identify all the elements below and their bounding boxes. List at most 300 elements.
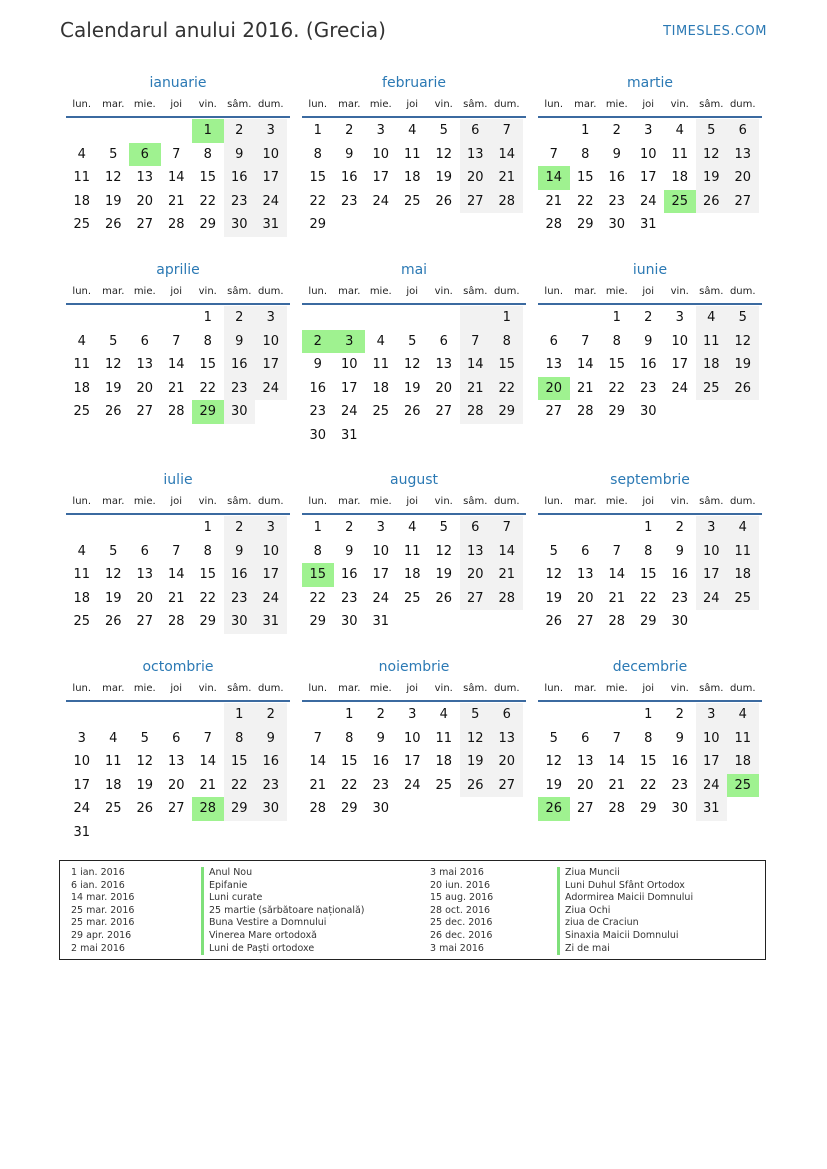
month-name: iulie	[163, 472, 193, 488]
site-link[interactable]: TIMESLES.COM	[663, 24, 767, 39]
empty-cell	[428, 424, 460, 448]
weekday-label: joi	[406, 286, 419, 297]
day-cell: 15	[302, 563, 334, 587]
empty-cell	[334, 306, 366, 330]
day-cell: 19	[727, 353, 759, 377]
day-grid	[66, 702, 290, 845]
weekday-label: sâm.	[227, 286, 252, 297]
weekday-label: lun.	[72, 99, 92, 110]
day-cell: 19	[696, 166, 728, 190]
day-cell: 2	[345, 123, 354, 138]
weekday-label: lun.	[72, 286, 92, 297]
day-cell: 22	[608, 380, 626, 396]
day-cell: 15	[224, 750, 256, 774]
day-cell: 8	[345, 730, 354, 746]
empty-cell	[255, 821, 287, 845]
day-grid	[302, 118, 526, 237]
empty-cell	[334, 213, 366, 237]
day-cell: 19	[435, 567, 453, 583]
day-cell: 16	[309, 380, 327, 396]
day-cell: 11	[372, 357, 390, 373]
empty-cell	[727, 610, 759, 634]
legend-entry: 14 mar. 2016	[71, 892, 135, 904]
day-cell: 25	[104, 801, 122, 817]
month-name: noiembrie	[378, 659, 450, 675]
day-cell: 2	[224, 306, 256, 330]
day-cell: 15	[576, 170, 594, 186]
empty-cell	[161, 821, 193, 845]
day-cell: 9	[255, 727, 287, 751]
day-cell: 2	[675, 520, 684, 535]
day-cell: 2	[302, 330, 334, 354]
weekday-label: dum.	[257, 99, 284, 110]
day-cell: 4	[77, 543, 86, 559]
day-cell: 30	[340, 614, 358, 630]
day-cell: 24	[372, 193, 390, 209]
day-cell: 22	[199, 193, 217, 209]
legend-entry: 2 mai 2016	[71, 942, 125, 954]
day-cell: 28	[167, 404, 185, 420]
page-title: Calendarul anului 2016. (Grecia)	[60, 18, 386, 42]
legend-entry: 29 apr. 2016	[71, 929, 132, 941]
day-cell: 20	[491, 750, 523, 774]
legend-entry: Sinaxia Maicii Domnului	[557, 930, 693, 943]
day-cell: 10	[403, 730, 421, 746]
weekday-label: sâm.	[227, 683, 252, 694]
weekday-label: mar.	[102, 496, 125, 507]
day-cell: 24	[671, 380, 689, 396]
day-grid	[538, 515, 762, 634]
day-cell: 23	[340, 193, 358, 209]
day-cell: 20	[136, 193, 154, 209]
day-cell: 8	[644, 730, 653, 746]
empty-cell	[66, 516, 98, 540]
day-cell: 28	[192, 797, 224, 821]
empty-cell	[727, 797, 759, 821]
day-cell: 20	[460, 166, 492, 190]
day-cell: 31	[255, 213, 287, 237]
day-cell: 25	[435, 777, 453, 793]
day-cell: 26	[104, 217, 122, 233]
day-cell: 10	[671, 333, 689, 349]
weekday-label: vin.	[198, 496, 217, 507]
day-cell: 19	[545, 590, 563, 606]
day-cell: 30	[224, 610, 256, 634]
day-cell: 11	[73, 357, 91, 373]
day-cell: 22	[576, 193, 594, 209]
empty-cell	[397, 213, 429, 237]
day-cell: 28	[491, 587, 523, 611]
empty-cell	[460, 424, 492, 448]
legend-entry: 3 mai 2016	[430, 942, 484, 954]
empty-cell	[727, 213, 759, 237]
day-cell: 17	[639, 170, 657, 186]
day-cell: 8	[644, 543, 653, 559]
legend-names-col1	[201, 867, 365, 955]
day-cell: 29	[491, 400, 523, 424]
day-cell: 23	[372, 777, 390, 793]
day-cell: 1	[345, 707, 354, 722]
day-cell: 14	[491, 540, 523, 564]
legend-entry: 1 ian. 2016	[71, 867, 125, 878]
day-cell: 25	[696, 377, 728, 401]
empty-cell	[98, 821, 130, 845]
weekday-label: mie.	[369, 286, 392, 297]
day-cell: 4	[727, 703, 759, 727]
day-cell: 17	[403, 754, 421, 770]
day-cell: 6	[439, 333, 448, 349]
weekday-label: mar.	[574, 286, 597, 297]
day-cell: 14	[199, 754, 217, 770]
day-cell: 1	[313, 123, 322, 138]
legend-entry: 25 martie (sărbătoare națională)	[201, 905, 365, 918]
weekday-label: sâm.	[463, 683, 488, 694]
weekday-header	[302, 94, 526, 118]
day-cell: 21	[491, 563, 523, 587]
day-cell: 26	[136, 801, 154, 817]
weekday-header	[302, 281, 526, 305]
day-cell: 5	[439, 123, 448, 138]
day-cell: 15	[639, 567, 657, 583]
day-cell: 4	[77, 146, 86, 162]
day-cell: 23	[608, 193, 626, 209]
day-cell: 14	[167, 567, 185, 583]
day-cell: 24	[255, 190, 287, 214]
weekday-label: mar.	[574, 99, 597, 110]
day-cell: 23	[309, 404, 327, 420]
day-cell: 5	[109, 333, 118, 349]
day-grid	[538, 305, 762, 424]
empty-cell	[570, 703, 602, 727]
day-cell: 27	[435, 404, 453, 420]
day-cell: 1	[644, 707, 653, 722]
day-cell: 28	[309, 801, 327, 817]
day-cell: 5	[408, 333, 417, 349]
day-cell: 10	[255, 540, 287, 564]
day-cell: 21	[167, 590, 185, 606]
day-cell: 15	[199, 357, 217, 373]
day-cell: 11	[73, 567, 91, 583]
legend-entry: Zi de mai	[557, 943, 693, 956]
day-cell: 4	[439, 707, 448, 722]
day-cell: 25	[727, 587, 759, 611]
empty-cell	[696, 213, 728, 237]
day-cell: 31	[73, 824, 91, 840]
day-cell: 3	[255, 306, 287, 330]
day-cell: 24	[73, 801, 91, 817]
day-cell: 12	[727, 330, 759, 354]
day-cell: 14	[460, 353, 492, 377]
day-cell: 17	[372, 170, 390, 186]
month-martie	[538, 72, 762, 237]
day-cell: 20	[167, 777, 185, 793]
day-cell: 16	[224, 353, 256, 377]
weekday-label: vin.	[434, 99, 453, 110]
day-cell: 17	[255, 353, 287, 377]
day-cell: 25	[372, 404, 390, 420]
day-cell: 10	[340, 357, 358, 373]
day-cell: 15	[199, 170, 217, 186]
empty-cell	[66, 119, 98, 143]
empty-cell	[428, 797, 460, 821]
empty-cell	[601, 703, 633, 727]
day-cell: 13	[136, 357, 154, 373]
empty-cell	[192, 703, 224, 727]
weekday-label: mar.	[102, 683, 125, 694]
day-cell: 28	[167, 217, 185, 233]
day-cell: 6	[460, 516, 492, 540]
day-cell: 5	[109, 146, 118, 162]
empty-cell	[696, 610, 728, 634]
weekday-label: sâm.	[463, 99, 488, 110]
weekday-label: vin.	[670, 99, 689, 110]
weekday-label: mie.	[369, 496, 392, 507]
day-cell: 4	[408, 123, 417, 138]
day-cell: 8	[203, 543, 212, 559]
day-cell: 13	[576, 567, 594, 583]
empty-cell	[161, 119, 193, 143]
empty-cell	[129, 821, 161, 845]
day-cell: 11	[727, 727, 759, 751]
day-cell: 23	[340, 590, 358, 606]
day-cell: 11	[671, 146, 689, 162]
legend-entry: Buna Vestire a Domnului	[201, 917, 365, 930]
weekday-label: lun.	[308, 683, 328, 694]
day-cell: 9	[376, 730, 385, 746]
empty-cell	[302, 703, 334, 727]
day-cell: 26	[727, 377, 759, 401]
weekday-header	[302, 491, 526, 515]
day-grid	[66, 305, 290, 424]
month-name: iunie	[632, 262, 668, 278]
weekday-label: mie.	[369, 99, 392, 110]
weekday-label: joi	[642, 99, 655, 110]
day-cell: 28	[576, 404, 594, 420]
day-cell: 12	[435, 146, 453, 162]
day-cell: 24	[340, 404, 358, 420]
weekday-label: mie.	[369, 683, 392, 694]
legend-entry: Luni curate	[201, 892, 365, 905]
day-cell: 12	[104, 170, 122, 186]
empty-cell	[397, 424, 429, 448]
day-cell: 16	[372, 754, 390, 770]
empty-cell	[365, 424, 397, 448]
day-cell: 6	[581, 730, 590, 746]
day-grid	[66, 118, 290, 237]
day-cell: 31	[696, 797, 728, 821]
day-cell: 3	[376, 520, 385, 535]
weekday-label: lun.	[308, 286, 328, 297]
day-cell: 12	[545, 754, 563, 770]
empty-cell	[365, 213, 397, 237]
day-cell: 17	[696, 563, 728, 587]
day-cell: 13	[460, 143, 492, 167]
day-cell: 5	[549, 730, 558, 746]
day-cell: 6	[140, 543, 149, 559]
day-cell: 29	[309, 217, 327, 233]
day-cell: 7	[549, 146, 558, 162]
day-cell: 15	[340, 754, 358, 770]
empty-cell	[491, 424, 523, 448]
day-cell: 1	[203, 520, 212, 535]
month-iulie	[66, 469, 290, 634]
weekday-header	[538, 281, 762, 305]
day-cell: 8	[581, 146, 590, 162]
weekday-label: mie.	[605, 286, 628, 297]
weekday-label: dum.	[729, 496, 756, 507]
empty-cell	[460, 797, 492, 821]
day-cell: 17	[255, 563, 287, 587]
day-cell: 25	[727, 774, 759, 798]
month-februarie	[302, 72, 526, 237]
day-cell: 14	[167, 170, 185, 186]
weekday-label: dum.	[493, 286, 520, 297]
weekday-label: dum.	[257, 496, 284, 507]
weekday-label: vin.	[670, 683, 689, 694]
day-cell: 28	[608, 801, 626, 817]
day-cell: 26	[104, 404, 122, 420]
day-cell: 7	[172, 146, 181, 162]
day-cell: 24	[696, 587, 728, 611]
month-mai	[302, 259, 526, 448]
day-cell: 13	[136, 170, 154, 186]
day-cell: 13	[167, 754, 185, 770]
day-cell: 23	[224, 587, 256, 611]
day-cell: 24	[639, 193, 657, 209]
day-cell: 29	[199, 217, 217, 233]
day-cell: 27	[136, 404, 154, 420]
month-noiembrie	[302, 656, 526, 821]
day-cell: 18	[435, 754, 453, 770]
day-cell: 2	[376, 707, 385, 722]
day-cell: 3	[376, 123, 385, 138]
legend-dates-col1	[71, 867, 134, 955]
day-cell: 15	[199, 567, 217, 583]
day-cell: 23	[639, 380, 657, 396]
day-cell: 20	[460, 563, 492, 587]
empty-cell	[129, 703, 161, 727]
day-cell: 19	[435, 170, 453, 186]
day-cell: 13	[491, 727, 523, 751]
weekday-label: sâm.	[227, 99, 252, 110]
day-cell: 10	[255, 143, 287, 167]
day-cell: 10	[255, 330, 287, 354]
legend-entry: Ziua Ochi	[557, 905, 693, 918]
day-cell: 4	[727, 516, 759, 540]
day-cell: 1	[192, 119, 224, 143]
empty-cell	[491, 610, 523, 634]
day-cell: 7	[491, 516, 523, 540]
day-cell: 27	[167, 801, 185, 817]
day-cell: 6	[129, 143, 161, 167]
weekday-label: joi	[170, 99, 183, 110]
weekday-header	[66, 491, 290, 515]
day-cell: 16	[608, 170, 626, 186]
day-cell: 11	[403, 543, 421, 559]
legend-entry: 25 mar. 2016	[71, 917, 135, 929]
day-cell: 31	[255, 610, 287, 634]
day-cell: 15	[639, 754, 657, 770]
legend-entry: Epifanie	[201, 880, 365, 893]
empty-cell	[727, 400, 759, 424]
day-cell: 17	[372, 567, 390, 583]
day-cell: 16	[255, 750, 287, 774]
legend-entry: Ziua Muncii	[557, 867, 693, 880]
day-cell: 18	[727, 750, 759, 774]
day-cell: 9	[675, 543, 684, 559]
weekday-label: joi	[170, 496, 183, 507]
day-cell: 25	[664, 190, 696, 214]
day-cell: 10	[696, 540, 728, 564]
weekday-label: mie.	[605, 496, 628, 507]
day-cell: 14	[608, 567, 626, 583]
day-cell: 7	[172, 543, 181, 559]
day-cell: 20	[136, 380, 154, 396]
day-cell: 1	[612, 310, 621, 325]
weekday-header	[538, 491, 762, 515]
legend-names-col2	[557, 867, 693, 955]
legend-entry: ziua de Craciun	[557, 917, 693, 930]
day-cell: 9	[224, 143, 256, 167]
weekday-label: mar.	[338, 99, 361, 110]
day-cell: 14	[309, 754, 327, 770]
legend-entry: Vinerea Mare ortodoxă	[201, 930, 365, 943]
day-cell: 23	[671, 590, 689, 606]
day-cell: 22	[224, 774, 256, 798]
day-cell: 9	[345, 543, 354, 559]
weekday-label: vin.	[198, 99, 217, 110]
day-cell: 26	[403, 404, 421, 420]
day-grid	[66, 515, 290, 634]
empty-cell	[129, 306, 161, 330]
day-cell: 18	[73, 380, 91, 396]
day-cell: 29	[639, 614, 657, 630]
day-cell: 7	[172, 333, 181, 349]
empty-cell	[397, 306, 429, 330]
day-cell: 12	[403, 357, 421, 373]
day-cell: 3	[696, 703, 728, 727]
day-cell: 3	[675, 310, 684, 325]
legend-entry: 6 ian. 2016	[71, 879, 125, 891]
weekday-label: joi	[406, 99, 419, 110]
day-cell: 25	[73, 614, 91, 630]
day-cell: 30	[608, 217, 626, 233]
day-cell: 10	[696, 727, 728, 751]
day-cell: 29	[608, 404, 626, 420]
month-name: martie	[627, 75, 673, 91]
day-cell: 18	[403, 567, 421, 583]
weekday-label: sâm.	[227, 496, 252, 507]
day-cell: 11	[727, 540, 759, 564]
month-name: mai	[400, 262, 428, 278]
day-grid	[302, 702, 526, 821]
day-cell: 25	[73, 404, 91, 420]
weekday-header	[538, 678, 762, 702]
day-cell: 12	[104, 357, 122, 373]
day-cell: 27	[576, 614, 594, 630]
weekday-label: joi	[170, 286, 183, 297]
legend-entry: 3 mai 2016	[430, 867, 484, 878]
empty-cell	[460, 306, 492, 330]
legend-entry: 25 dec. 2016	[430, 917, 493, 929]
day-cell: 21	[608, 590, 626, 606]
weekday-label: sâm.	[699, 496, 724, 507]
month-name: aprilie	[156, 262, 200, 278]
weekday-label: lun.	[544, 286, 564, 297]
empty-cell	[161, 306, 193, 330]
weekday-label: mar.	[338, 496, 361, 507]
weekday-label: lun.	[544, 683, 564, 694]
